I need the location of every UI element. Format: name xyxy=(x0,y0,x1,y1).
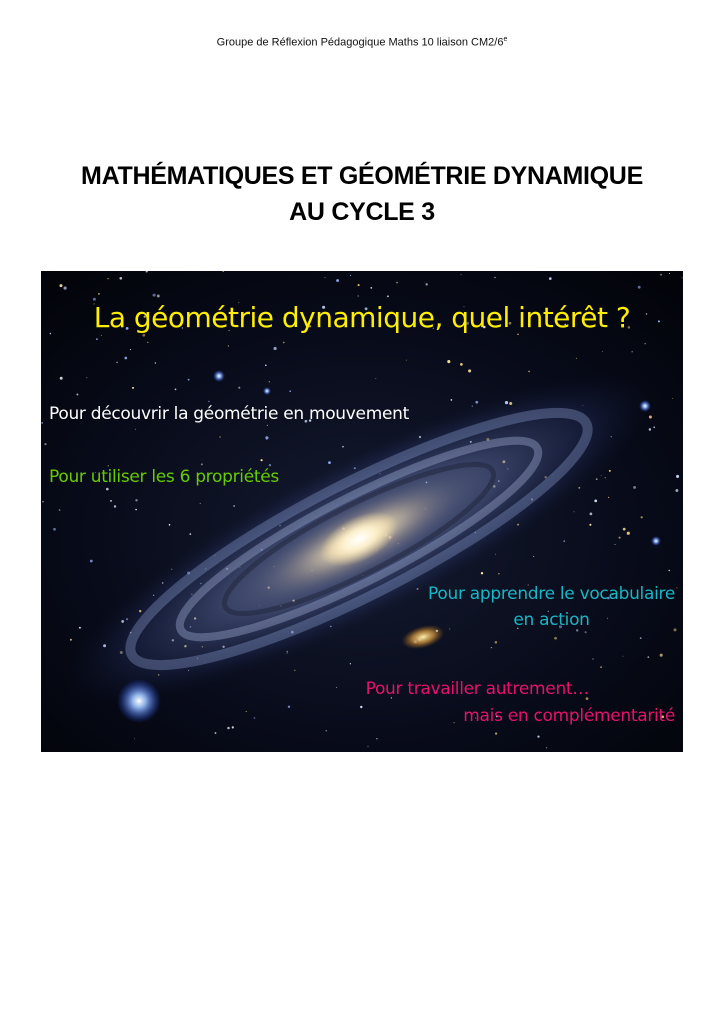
star-dot xyxy=(619,537,621,539)
star-dot xyxy=(495,554,496,555)
star-dot xyxy=(116,362,118,364)
star-dot xyxy=(98,293,100,295)
star-dot xyxy=(554,637,557,640)
star-dot xyxy=(573,511,574,512)
star-dot xyxy=(147,342,148,343)
star-dot xyxy=(232,726,234,728)
star-dot xyxy=(134,738,135,739)
star-dot xyxy=(546,747,547,748)
star-dot xyxy=(41,422,43,424)
star-dot xyxy=(59,509,61,511)
star-dot xyxy=(101,335,102,336)
star-dot xyxy=(608,497,609,498)
star-dot xyxy=(261,459,263,461)
star-dot xyxy=(675,489,678,492)
star-dot xyxy=(600,666,602,668)
star-dot xyxy=(267,425,268,426)
star-dot xyxy=(64,287,67,290)
poster-line-properties: Pour utiliser les 6 propriétés xyxy=(49,467,279,487)
star-dot xyxy=(269,381,271,383)
star-dot xyxy=(336,687,337,688)
star-dot xyxy=(59,284,62,287)
star-dot xyxy=(350,275,351,276)
star-dot xyxy=(660,274,662,276)
star-dot xyxy=(350,663,351,664)
star-dot xyxy=(188,379,190,381)
star-dot xyxy=(169,524,171,526)
star-dot xyxy=(533,556,534,557)
star-dot xyxy=(110,500,112,502)
star-dot xyxy=(387,295,389,297)
star-dot xyxy=(537,735,539,737)
star-dot xyxy=(644,343,646,345)
star-dot xyxy=(641,516,643,518)
star-dot xyxy=(157,295,160,298)
star-dot xyxy=(368,746,369,747)
star-dot xyxy=(494,277,495,278)
star-dot xyxy=(135,509,136,510)
star-dot xyxy=(468,369,471,372)
star-dot xyxy=(640,637,642,639)
poster-line-work-differently-1: Pour travailler autrement… xyxy=(365,679,589,699)
poster-title: La géométrie dynamique, quel intérêt ? xyxy=(93,301,631,334)
star-dot xyxy=(609,470,611,472)
star-dot xyxy=(60,377,63,380)
star-dot xyxy=(265,436,268,439)
star-dot xyxy=(42,501,44,503)
star-dot xyxy=(660,654,663,657)
star-dot xyxy=(107,278,108,279)
star-dot xyxy=(328,461,331,464)
poster-line-vocabulary-1: Pour apprendre le vocabulaire xyxy=(428,584,675,604)
poster-line-work-differently-2: mais en complémentarité xyxy=(463,706,675,726)
star-dot xyxy=(638,286,641,289)
star-dot xyxy=(274,347,277,350)
header-text: Groupe de Réflexion Pédagogique Maths 10 liaison CM2/6 xyxy=(216,36,504,49)
star-dot xyxy=(631,351,632,352)
star-dot xyxy=(461,274,462,275)
star-dot xyxy=(135,499,137,501)
star-dot xyxy=(325,277,326,278)
star-dot xyxy=(576,358,577,359)
star-dot xyxy=(592,658,593,659)
star-dot xyxy=(376,738,377,739)
star-dot xyxy=(633,486,636,489)
star-dot xyxy=(491,647,492,648)
star-dot xyxy=(288,706,290,708)
star-dot xyxy=(175,389,177,391)
star-dot xyxy=(114,505,116,507)
star-dot xyxy=(495,732,497,734)
star-dot xyxy=(265,365,267,367)
star-dot xyxy=(238,387,240,389)
star-dot xyxy=(481,572,483,574)
star-dot xyxy=(590,513,593,516)
star-dot xyxy=(357,295,358,296)
star-dot xyxy=(426,283,428,285)
star-dot xyxy=(602,351,603,352)
star-dot xyxy=(294,670,295,671)
star-dot xyxy=(326,730,327,731)
page-title-line-1: MATHÉMATIQUES ET GÉOMÉTRIE DYNAMIQUE xyxy=(81,162,643,190)
star-dot xyxy=(622,656,623,657)
star-dot xyxy=(653,426,655,428)
star-dot xyxy=(669,570,670,571)
star-dot xyxy=(623,528,626,531)
poster-line-vocabulary xyxy=(428,581,675,633)
star-dot xyxy=(119,277,122,280)
star-dot xyxy=(219,436,220,437)
star-dot xyxy=(289,390,291,392)
star-dot xyxy=(142,334,145,337)
star-dot xyxy=(358,284,360,286)
star-dot xyxy=(549,277,552,280)
star-dot xyxy=(201,463,203,465)
star-dot xyxy=(360,706,362,708)
star-dot xyxy=(676,475,679,478)
poster-line-discover: Pour découvrir la géométrie en mouvement xyxy=(49,404,409,424)
star-dot xyxy=(96,338,98,340)
star-dot xyxy=(460,363,463,366)
star-dot xyxy=(336,279,339,282)
star-dot xyxy=(669,273,670,274)
star-dot xyxy=(254,717,256,719)
poster-line-vocabulary-2: en action xyxy=(513,610,590,630)
star-dot xyxy=(155,362,156,363)
star-dot xyxy=(135,429,136,430)
star-dot xyxy=(106,488,109,491)
header-superscript: e xyxy=(503,36,508,43)
star-dot xyxy=(132,387,134,389)
page-title-line-2: AU CYCLE 3 xyxy=(289,198,435,226)
star-dot xyxy=(370,287,372,289)
star-dot xyxy=(124,357,127,360)
star-dot xyxy=(594,500,597,503)
star-dot xyxy=(227,727,230,730)
star-dot xyxy=(495,641,498,644)
star-dot xyxy=(447,360,450,363)
page-title xyxy=(0,158,724,230)
star-dot xyxy=(396,282,398,284)
star-dot xyxy=(563,540,565,542)
star-dot xyxy=(627,532,630,535)
star-dot xyxy=(682,277,683,278)
poster-line-work-differently xyxy=(366,676,675,730)
star-dot xyxy=(130,349,131,350)
star-dot xyxy=(528,371,530,373)
star-dot xyxy=(451,399,453,401)
star-dot xyxy=(76,394,78,396)
galaxy-poster xyxy=(41,271,683,752)
star-dot xyxy=(44,443,46,445)
star-dot xyxy=(615,544,616,545)
star-dot xyxy=(283,342,285,344)
star-dot xyxy=(90,560,93,563)
star-dot xyxy=(406,360,407,361)
star-dot xyxy=(208,401,209,402)
star-dot xyxy=(342,446,344,448)
star-dot xyxy=(228,345,229,346)
document-header xyxy=(0,36,724,49)
star-dot xyxy=(246,711,247,712)
star-dot xyxy=(375,378,376,379)
star-dot xyxy=(153,294,156,297)
star-dot xyxy=(190,533,192,535)
star-dot xyxy=(53,528,56,531)
star-dot xyxy=(200,503,201,504)
star-dot xyxy=(79,627,81,629)
star-dot xyxy=(86,377,87,378)
star-dot xyxy=(215,732,217,734)
star-dot xyxy=(70,639,72,641)
star-dot xyxy=(676,587,677,588)
star-dot xyxy=(233,505,235,507)
star-dot xyxy=(589,524,591,526)
star-dot xyxy=(605,477,606,478)
star-dot xyxy=(498,573,499,574)
star-dot xyxy=(672,398,673,399)
star-dot xyxy=(649,428,651,430)
star-dot xyxy=(647,656,649,658)
